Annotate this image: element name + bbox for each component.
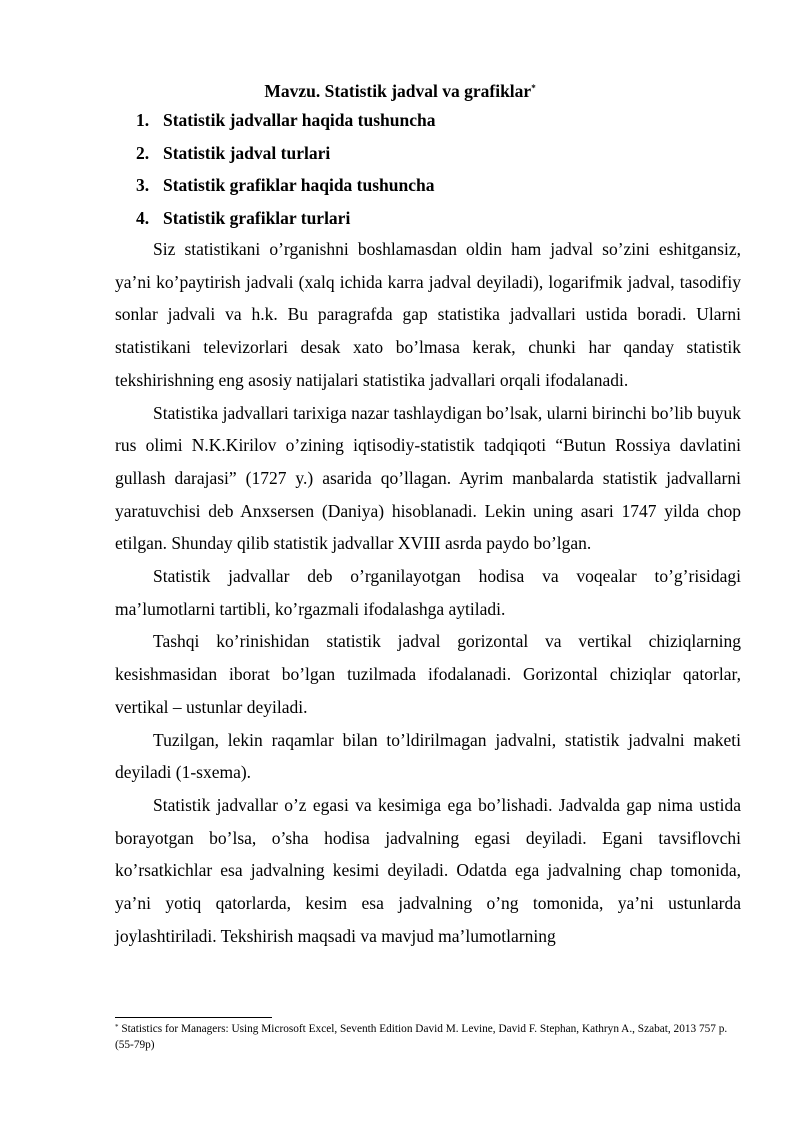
footnote [115, 1021, 743, 1053]
outline-item-text: Statistik grafiklar turlari [163, 207, 351, 228]
outline-item [136, 141, 435, 174]
outline-item-text: Statistik jadval turlari [163, 142, 331, 163]
body-paragraph: Tashqi ko’rinishidan statistik jadval gorizontal va vertikal chiziqlarning kesishmasidan iborat bo’lgan tuzilmada ifodalanadi. Gorizontal chiziqlar qatorlar, vertikal – ustunlar deyiladi. [115, 631, 741, 717]
outline-item-number: 3. [136, 175, 150, 195]
body-paragraph: Statistik jadvallar deb o’rganilayotgan hodisa va voqealar to’g’risidagi ma’lumotlarni tartibli, ko’rgazmali ifodalashga aytiladi. [115, 566, 741, 619]
outline-item-text: Statistik grafiklar haqida tushuncha [163, 175, 435, 195]
outline-item [136, 108, 435, 141]
outline-item-text: Statistik jadvallar haqida tushuncha [163, 110, 436, 130]
page-title [0, 80, 800, 102]
body-paragraph: Statistik jadvallar o’z egasi va kesimiga ega bo’lishadi. Jadvalda gap nima ustida borayotgan bo’lsa, o’sha hodisa jadvalning egasi deyiladi. Egani tavsiflovchi ko’rsatkichlar esa jadvalning kesimi deyiladi. Odatda ega jadvalning chap tomonida, ya’ni yotiq qatorlarda, kesim esa jadvalning o’ng tomonida, ya’ni ustunlarda joylashtiriladi. Tekshirish maqsadi va mavjud ma’lumotlarning [115, 794, 741, 946]
footnote-marker: * [115, 1023, 119, 1031]
body-paragraph: Tuzilgan, lekin raqamlar bilan to’ldirilmagan jadvalni, statistik jadvalni maketi deyiladi (1-sxema). [115, 729, 741, 783]
body-paragraph: Statistika jadvallari tarixiga nazar tashlaydigan bo’lsak, ularni birinchi bo’lib buyuk rus olimi N.K.Kirilov o’zining iqtisodiy-statistik tadqiqoti “Butun Rossiya davlatini gullash darajasi” (1727 y.) asarida qo’llagan. Ayrim manbalarda statistik jadvallarni yaratuvchisi deb Anxsersen (Daniya) hisoblanadi. Lekin uning asari 1747 yilda chop etilgan. Shunday qilib statistik jadvallar XVIII asrda paydo bo’lgan. [115, 402, 741, 554]
outline-item-number: 1. [136, 110, 150, 130]
topic-outline [136, 108, 435, 238]
title-text: Mavzu. Statistik jadval va grafiklar [264, 81, 532, 101]
outline-item [136, 173, 435, 206]
outline-item-number: 2. [136, 142, 150, 163]
body-paragraph: Siz statistikani o’rganishni boshlamasdan oldin ham jadval so’zini eshitgansiz, ya’ni ko’paytirish jadvali (xalq ichida karra jadval deyiladi), logarifmik jadval, tasodifiy sonlar jadvali va h.k. Bu paragrafda gap statistika jadvallari ustida boradi. Ularni statistikani televizorlari desak xato bo’lmasa kerak, chunki har qanday statistik tekshirishning eng asosiy natijalari statistika jadvallari orqali ifodalanadi. [115, 239, 741, 390]
body-text [115, 233, 741, 952]
outline-item-number: 4. [136, 207, 150, 228]
footnote-text: Statistics for Managers: Using Microsoft Excel, Seventh Edition David M. Levine, David F. Stephan, Kathryn A., Szabat, 2013 757 p. (55-79p) [115, 1023, 728, 1051]
footnote-reference[interactable]: * [531, 83, 536, 93]
footnote-separator [115, 1017, 272, 1018]
